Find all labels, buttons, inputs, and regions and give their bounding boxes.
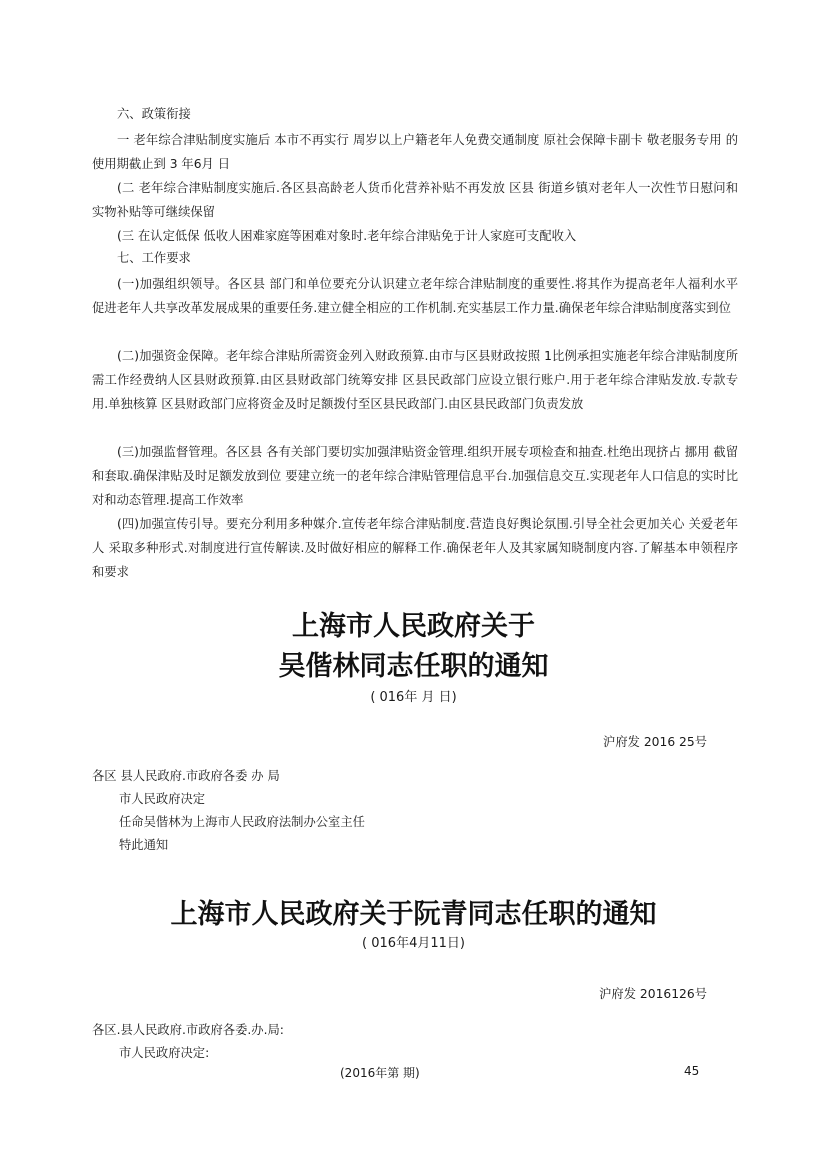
- section7-paragraph-3: (三)加强监督管理。各区县 各有关部门要切实加强津贴资金管理.组织开展专项检查和抽查.杜绝出现挤占 挪用 截留和套取.确保津贴及时足额发放到位 要建立统一的老年综合津贴管理信息平台.加强信息交互.实现老年人口信息的实时比对和动态管理.提高工作效率: [92, 445, 738, 507]
- footer-page-number: 45: [684, 1064, 700, 1078]
- section7-paragraph-1: (一)加强组织领导。各区县 部门和单位要充分认识建立老年综合津贴制度的重要性.将其作为提高老年人福利水平 促进老年人共享改革发展成果的重要任务.建立健全相应的工作机制.充实基层工作力量.确保老年综合津贴制度落实到位: [92, 277, 738, 315]
- notice1-recipient: 各区 县人民政府.市政府各委 办 局: [92, 769, 280, 783]
- notice2-date: ( 016年4月11日): [362, 936, 465, 951]
- notice1-date: ( 016年 月 日): [370, 690, 457, 705]
- notice1-title-line2: 吴偕林同志任职的通知: [278, 651, 549, 682]
- notice1-title-line1: 上海市人民政府关于: [292, 611, 535, 642]
- notice2-recipient: 各区.县人民政府.市政府各委.办.局:: [92, 1023, 284, 1037]
- section7-title: 七、工作要求: [117, 251, 191, 265]
- section7-paragraph-2: (二)加强资金保障。老年综合津贴所需资金列入财政预算.由市与区县财政按照 1比例承担实施老年综合津贴制度所需工作经费纳人区县财政预算.由区县财政部门统筹安排 区县民政部门应设立银行账户.用于老年综合津贴发放.专款专用.单独核算 区县财政部门应将资金及时足额拨付至区县民政部门.由区县民政部门负责发放: [92, 349, 738, 411]
- section7-paragraph-4: (四)加强宣传引导。要充分利用多种媒介.宣传老年综合津贴制度.营造良好舆论氛围.引导全社会更加关心 关爱老年人 采取多种形式.对制度进行宣传解读.及时做好相应的解释工作.确保老年人及其家属知晓制度内容.了解基本申领程序和要求: [92, 517, 738, 579]
- notice2-line-1: 市人民政府决定:: [119, 1046, 210, 1060]
- section6-title: 六、政策衔接: [117, 107, 191, 121]
- section6-paragraph-1: 一 老年综合津贴制度实施后 本市不再实行 周岁以上户籍老年人免费交通制度 原社会保障卡副卡 敬老服务专用 的使用期截止到 3 年6月 日: [92, 133, 738, 171]
- section6-paragraph-3: (三 在认定低保 低收人困难家庭等困难对象时.老年综合津贴免于计人家庭可支配收入: [117, 229, 577, 243]
- notice1-line-1: 市人民政府决定: [119, 792, 206, 806]
- notice2-document-number: 沪府发 2016126号: [599, 987, 707, 1001]
- notice1-line-2: 任命吴偕林为上海市人民政府法制办公室主任: [119, 815, 365, 829]
- footer-issue: (2016年第 期): [340, 1066, 420, 1080]
- notice2-title: 上海市人民政府关于阮青同志任职的通知: [170, 899, 657, 930]
- notice1-document-number: 沪府发 2016 25号: [603, 735, 707, 749]
- notice1-line-3: 特此通知: [119, 838, 169, 852]
- section6-paragraph-2: (二 老年综合津贴制度实施后.各区县高龄老人货币化营养补贴不再发放 区县 街道乡镇对老年人一次性节日慰问和实物补贴等可继续保留: [92, 181, 738, 219]
